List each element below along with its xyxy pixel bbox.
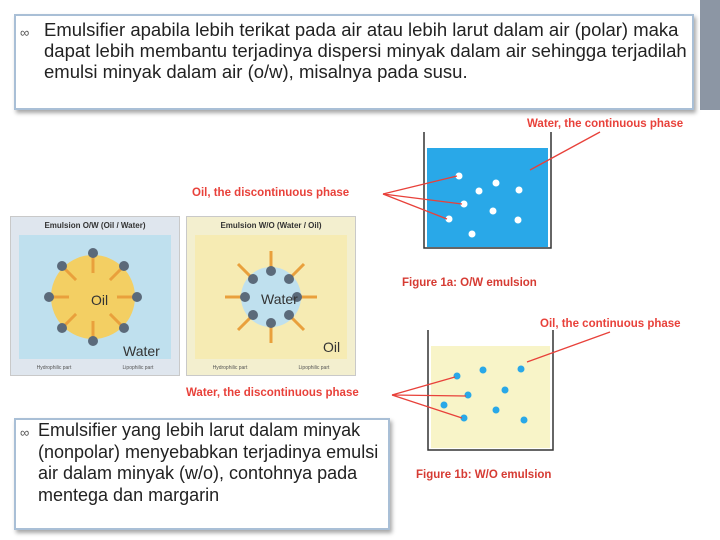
oil-fill <box>431 346 550 448</box>
caption-fig1a: Figure 1a: O/W emulsion <box>402 277 537 289</box>
bullet-icon: ∞ <box>20 25 30 40</box>
outer-phase-label: Water <box>123 343 160 359</box>
panel-ow-emulsion <box>10 216 180 376</box>
panel-title: Emulsion W/O (Water / Oil) <box>220 221 322 230</box>
label-oil-discontinuous: Oil, the discontinuous phase <box>192 187 350 199</box>
beaker-ow <box>424 132 551 248</box>
inner-phase-label: Oil <box>91 292 109 308</box>
panel-wo-emulsion <box>186 216 356 376</box>
bullet-icon: ∞ <box>20 425 30 440</box>
panel-legend: Hydrophilic part Lipophilic part <box>212 365 330 371</box>
label-water-discontinuous: Water, the discontinuous phase <box>186 387 359 399</box>
inner-phase-label: Water <box>261 291 298 307</box>
paragraph-top: Emulsifier apabila lebih terikat pada air atau lebih larut dalam air (polar) maka dapat lebih membantu terjadinya dispersi minyak dalam air sehingga terjadilah emulsi minyak dalam air (o/w), misalnya pada susu. <box>44 19 687 82</box>
beaker-wo <box>428 330 553 450</box>
outer-phase-label: Oil <box>323 339 341 355</box>
caption-fig1b: Figure 1b: W/O emulsion <box>416 469 552 481</box>
water-fill <box>427 148 548 247</box>
panel-legend: Hydrophilic part Lipophilic part <box>36 365 154 371</box>
label-oil-continuous: Oil, the continuous phase <box>540 318 681 330</box>
label-water-continuous: Water, the continuous phase <box>527 118 684 130</box>
panel-title: Emulsion O/W (Oil / Water) <box>44 221 146 230</box>
paragraph-bottom: Emulsifier yang lebih larut dalam minyak (nonpolar) menyebabkan terjadinya emulsi air dalam minyak (w/o), contohnya pada mentega dan margarin <box>38 420 379 505</box>
